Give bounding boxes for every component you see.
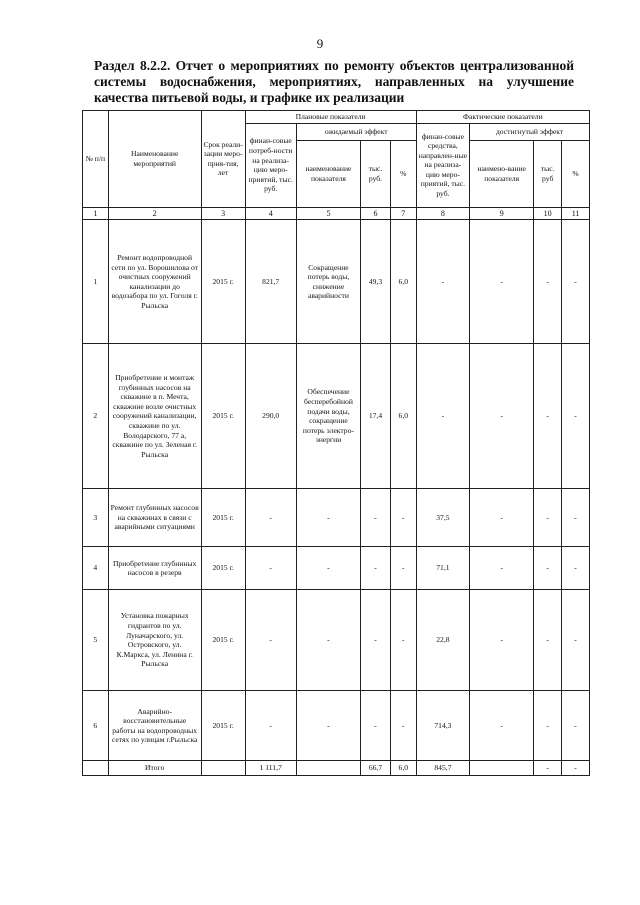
column-number: 9 [470, 207, 534, 220]
header-plan-pct: % [390, 140, 416, 207]
row-term: 2015 г. [201, 590, 245, 691]
row-plan-finance: - [245, 489, 296, 547]
row-plan-indicator: - [296, 590, 360, 691]
row-plan-indicator: - [296, 691, 360, 761]
row-fact-thous: - [534, 691, 562, 761]
total-plan-pct: 6,0 [390, 761, 416, 776]
row-name: Приобретение и монтаж глубинных насосов на скважине в п. Мечта, скважине возле очистных сооружений канализации, скважине по ул. Володарского, 77 а, скважине по ул. Зеленая г. Рыльска [108, 344, 201, 489]
total-plan-finance: 1 111,7 [245, 761, 296, 776]
table-row [83, 220, 590, 344]
row-num: 1 [83, 220, 109, 344]
row-plan-pct: 6,0 [390, 220, 416, 344]
total-fact-finance: 845,7 [416, 761, 469, 776]
header-actual: Фактические показатели [416, 111, 589, 124]
row-fact-indicator: - [470, 547, 534, 590]
row-fact-finance: 714,3 [416, 691, 469, 761]
row-fact-thous: - [534, 344, 562, 489]
row-plan-indicator: - [296, 489, 360, 547]
row-plan-pct: - [390, 691, 416, 761]
row-fact-thous: - [534, 489, 562, 547]
row-fact-pct: - [562, 220, 590, 344]
row-plan-pct: 6,0 [390, 344, 416, 489]
total-fact-pct: - [562, 761, 590, 776]
header-fact-pct: % [562, 140, 590, 207]
column-number: 5 [296, 207, 360, 220]
row-num: 3 [83, 489, 109, 547]
table-row [83, 547, 590, 590]
row-plan-thous: 17,4 [361, 344, 391, 489]
column-number: 1 [83, 207, 109, 220]
row-plan-thous: 49,3 [361, 220, 391, 344]
row-plan-pct: - [390, 590, 416, 691]
row-term: 2015 г. [201, 344, 245, 489]
row-num: 6 [83, 691, 109, 761]
row-name: Ремонт водопроводной сети по ул. Ворошилова от очистных сооружений канализации до водозабора по ул. Гоголя г. Рыльска [108, 220, 201, 344]
row-num: 2 [83, 344, 109, 489]
row-name: Аварийно-восстановительные работы на водопроводных сетях по улицам г.Рыльска [108, 691, 201, 761]
row-term: 2015 г. [201, 220, 245, 344]
row-plan-pct: - [390, 489, 416, 547]
row-plan-indicator: Обеспечение бесперебойной подачи воды, сокращение потерь электро-энергии [296, 344, 360, 489]
column-number: 2 [108, 207, 201, 220]
row-term: 2015 г. [201, 547, 245, 590]
row-fact-pct: - [562, 344, 590, 489]
row-fact-indicator: - [470, 344, 534, 489]
row-name: Ремонт глубинных насосов на скважинах в связи с аварийными ситуациями [108, 489, 201, 547]
row-plan-pct: - [390, 547, 416, 590]
header-plan-finance: финан-совые потреб-ности на реализа-цию меро-приятий, тыс. руб. [245, 123, 296, 207]
row-fact-finance: - [416, 344, 469, 489]
table-row [83, 344, 590, 489]
column-number: 3 [201, 207, 245, 220]
total-term [201, 761, 245, 776]
header-fact-finance: финан-совые средства, направлен-ные на реализа-цию меро-приятий, тыс. руб. [416, 123, 469, 207]
row-fact-thous: - [534, 590, 562, 691]
column-number: 4 [245, 207, 296, 220]
column-number: 8 [416, 207, 469, 220]
row-plan-finance: - [245, 590, 296, 691]
row-plan-finance: - [245, 691, 296, 761]
row-plan-indicator: - [296, 547, 360, 590]
header-name: Наименование мероприятий [108, 111, 201, 208]
row-plan-finance: - [245, 547, 296, 590]
total-row [83, 761, 590, 776]
total-num [83, 761, 109, 776]
total-fact-indicator [470, 761, 534, 776]
header-planned: Плановые показатели [245, 111, 416, 124]
column-number: 11 [562, 207, 590, 220]
report-table [82, 110, 590, 776]
row-name: Установка пожарных гидрантов по ул. Луначарского, ул. Островского, ул. К.Маркса, ул. Ленина г. Рыльска [108, 590, 201, 691]
row-fact-pct: - [562, 590, 590, 691]
table-row [83, 489, 590, 547]
row-plan-finance: 821,7 [245, 220, 296, 344]
row-fact-indicator: - [470, 220, 534, 344]
row-fact-thous: - [534, 220, 562, 344]
header-num: № п/п [83, 111, 109, 208]
row-fact-finance: 22,8 [416, 590, 469, 691]
row-fact-indicator: - [470, 489, 534, 547]
total-label: Итого [108, 761, 201, 776]
row-num: 4 [83, 547, 109, 590]
row-plan-thous: - [361, 489, 391, 547]
column-number-row [83, 207, 590, 220]
row-num: 5 [83, 590, 109, 691]
row-fact-indicator: - [470, 590, 534, 691]
row-plan-indicator: Сокращение потерь воды, снижение аварийности [296, 220, 360, 344]
row-fact-finance: - [416, 220, 469, 344]
header-expected-effect: ожидаемый эффект [296, 123, 416, 140]
row-fact-indicator: - [470, 691, 534, 761]
column-number: 10 [534, 207, 562, 220]
total-fact-thous: - [534, 761, 562, 776]
header-plan-thous: тыс. руб. [361, 140, 391, 207]
row-name: Приобретение глубинных насосов в резерв [108, 547, 201, 590]
row-plan-thous: - [361, 590, 391, 691]
header-term: Срок реали-зации меро-прия-тия, лет [201, 111, 245, 208]
header-fact-indicator: наимено-вание показателя [470, 140, 534, 207]
row-plan-thous: - [361, 691, 391, 761]
header-fact-thous: тыс. руб [534, 140, 562, 207]
row-term: 2015 г. [201, 691, 245, 761]
row-plan-finance: 290,0 [245, 344, 296, 489]
table-row [83, 691, 590, 761]
column-number: 7 [390, 207, 416, 220]
row-fact-finance: 71,1 [416, 547, 469, 590]
row-fact-finance: 37,5 [416, 489, 469, 547]
total-plan-indicator [296, 761, 360, 776]
total-plan-thous: 66,7 [361, 761, 391, 776]
column-number: 6 [361, 207, 391, 220]
row-fact-pct: - [562, 547, 590, 590]
header-achieved-effect: достигнутый эффект [470, 123, 590, 140]
row-term: 2015 г. [201, 489, 245, 547]
page-number: 9 [316, 36, 324, 51]
row-fact-pct: - [562, 489, 590, 547]
row-fact-thous: - [534, 547, 562, 590]
row-plan-thous: - [361, 547, 391, 590]
table-row [83, 590, 590, 691]
header-plan-indicator: наименование показателя [296, 140, 360, 207]
section-title: Раздел 8.2.2. Отчет о мероприятиях по ремонту объектов централизованной системы водоснабжения, мероприятиях, направленных на улучшение качества питьевой воды, и графике их реализации [94, 58, 574, 105]
row-fact-pct: - [562, 691, 590, 761]
